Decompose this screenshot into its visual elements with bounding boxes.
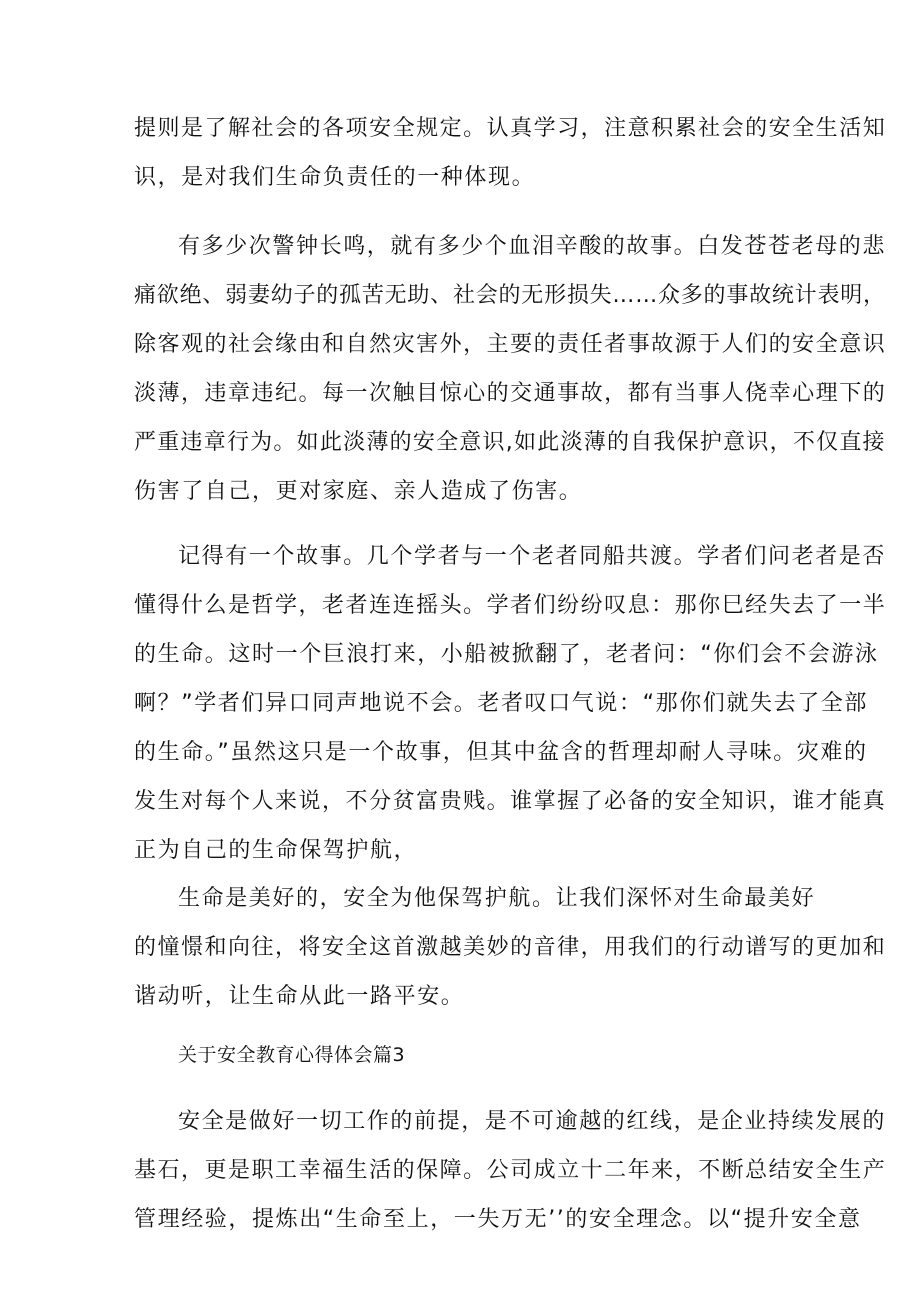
paragraph-5-line-1: 安全是做好一切工作的前提，是不可逾越的红线，是企业持续发展的 [178,1109,887,1134]
paragraph-4-line-2: 的憧憬和向往，将安全这首激越美妙的音律，用我们的行动谱写的更加和 [134,935,887,960]
paragraph-3-line-1: 记得有一个故事。几个学者与一个老者同船共渡。学者们问老者是否 [178,544,887,569]
paragraph-2-line-1: 有多少次警钟长鸣，就有多少个血泪辛酸的故事。白发苍苍老母的悲 [178,234,887,259]
paragraph-2-line-6: 伤害了自己，更对家庭、亲人造成了伤害。 [134,479,583,504]
paragraph-2-line-4: 淡薄，违章违纪。每一次触目惊心的交通事故，都有当事人侥幸心理下的 [134,381,887,406]
section-title: 关于安全教育心得体会篇3 [178,1044,406,1066]
paragraph-1-line-2: 识，是对我们生命负责任的一种体现。 [134,165,536,190]
paragraph-5-line-2: 基石，更是职工幸福生活的保障。公司成立十二年来，不断总结安全生产 [134,1158,887,1183]
paragraph-3-line-2: 懂得什么是哲学，老者连连摇头。学者们纷纷叹息：那你巳经失去了一半 [134,593,887,618]
paragraph-1-line-1: 提则是了解社会的各项安全规定。认真学习，注意积累社会的安全生活知 [134,116,887,141]
paragraph-4-line-3: 谐动听，让生命从此一路平安。 [134,984,465,1009]
paragraph-2-line-2: 痛欲绝、弱妻幼子的孤苦无助、社会的无形损失……众多的事故统计表明， [134,283,886,308]
paragraph-3-line-3: 的生命。这时一个巨浪打来，小船被掀翻了，老者问：“你们会不会游泳 [134,642,879,667]
paragraph-3-line-5: 的生命。”虽然这只是一个故事，但其中盆含的哲理却耐人寻味。灾难的 [134,740,868,765]
paragraph-3-line-6: 发生对每个人来说，不分贫富贵贱。谁掌握了必备的安全知识，谁才能真 [134,789,887,814]
paragraph-4-line-1: 生命是美好的，安全为他保驾护航。让我们深怀对生命最美好 [178,886,816,911]
paragraph-2-line-5: 严重违章行为。如此淡薄的安全意识,如此淡薄的自我保护意识，不仅直接 [134,430,886,455]
paragraph-3-line-7: 正为自己的生命保驾护航， [134,838,418,863]
paragraph-3-line-4: 啊？”学者们异口同声地说不会。老者叹口气说：“那你们就失去了全部 [134,691,868,716]
paragraph-2-line-3: 除客观的社会缘由和自然灾害外，主要的责任者事故源于人们的安全意识 [134,332,887,357]
paragraph-5-line-3: 管理经验，提炼出“生命至上，一失万无’’的安全理念。以“提升安全意 [134,1207,862,1232]
